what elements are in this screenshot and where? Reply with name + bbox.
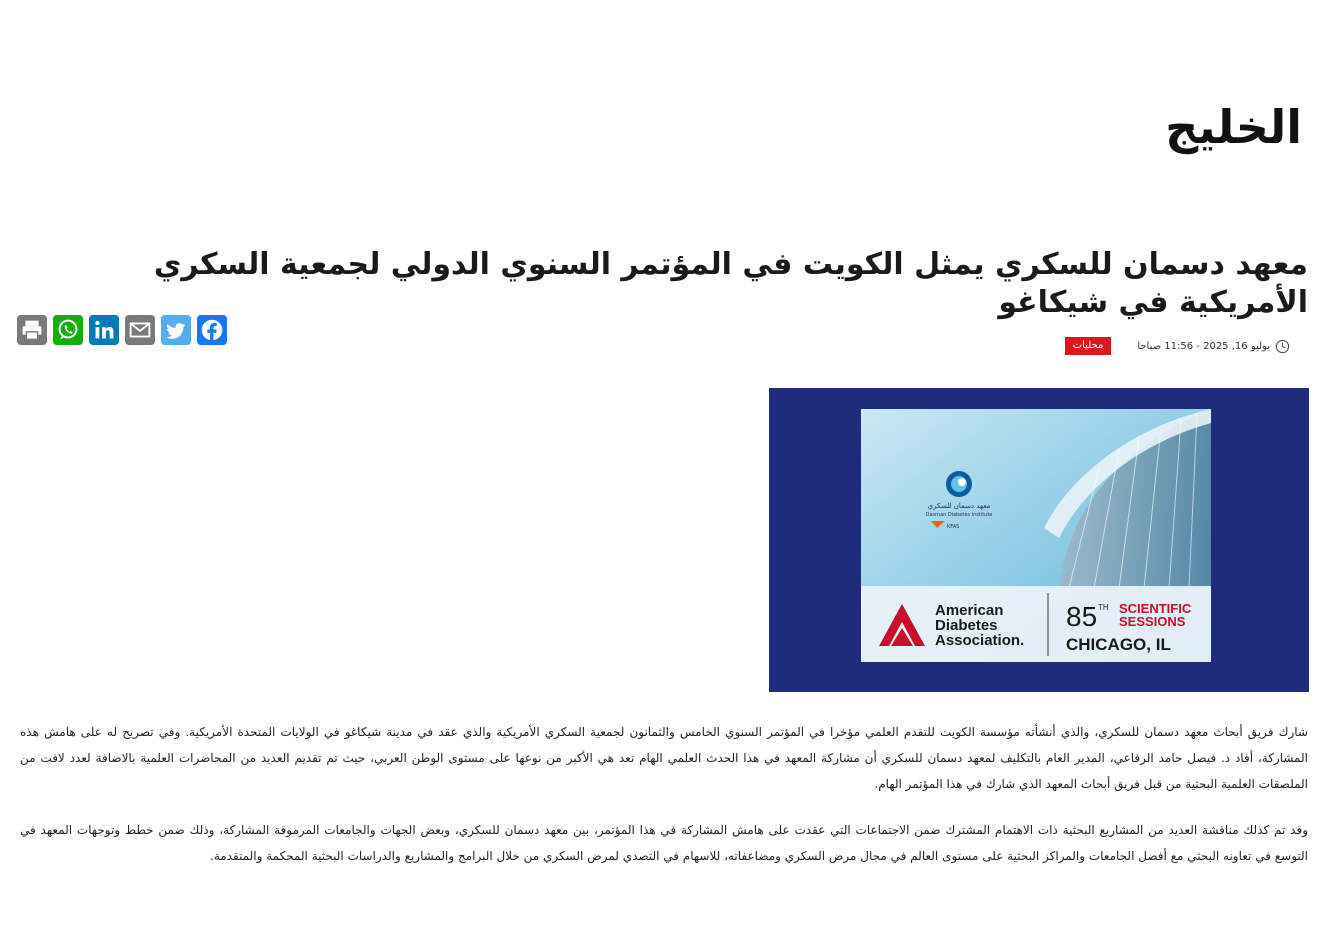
kfas-label: KFAS	[947, 524, 960, 530]
email-icon	[125, 315, 155, 345]
article-meta	[1065, 337, 1290, 355]
category-badge[interactable]: محليات	[1065, 337, 1112, 355]
print-button[interactable]	[17, 315, 47, 345]
linkedin-button[interactable]	[89, 315, 119, 345]
facebook-icon	[197, 315, 227, 345]
share-bar	[17, 315, 227, 345]
ada-line2: Diabetes	[935, 617, 998, 634]
institute-en: Dasman Diabetes Institute	[925, 512, 993, 518]
print-icon	[17, 315, 47, 345]
site-logo-text: الخليج	[1165, 100, 1302, 154]
whatsapp-button[interactable]	[53, 315, 83, 345]
institute-ar: معهد دسمان للسكري	[927, 502, 991, 510]
sessions-label: SESSIONS	[1119, 614, 1186, 629]
location-label: CHICAGO, IL	[1066, 635, 1171, 654]
article-date: يوليو 16, 2025 - 11:56 صباحا	[1137, 340, 1270, 352]
hero-image	[769, 388, 1309, 692]
twitter-icon	[161, 315, 191, 345]
linkedin-icon	[89, 315, 119, 345]
article-body	[20, 719, 1308, 889]
whatsapp-icon	[53, 315, 83, 345]
article-title: معهد دسمان للسكري يمثل الكويت في المؤتمر السنوي الدولي لجمعية السكري الأمريكية في شيكاغو	[153, 247, 1308, 320]
session-number: 85	[1066, 601, 1098, 632]
site-logo[interactable]	[1165, 100, 1302, 154]
facebook-button[interactable]	[197, 315, 227, 345]
article-paragraph-2: وقد تم كذلك مناقشة العديد من المشاريع البحثية ذات الاهتمام المشترك ضمن الاجتماعات التي عقدت على هامش المشاركة في هذا المؤتمر، بين معهد دسمان للسكري، وبعض الجهات والجامعات المرموقة المشاركة، وذلك ضمن خطط وتوجهات المعهد في التوسع في تعاونه البحثي مع أفضل الجامعات والمراكز البحثية على مستوى العالم في مجال مرض السكري ومضاعفاته، للاسهام في التصدي لمرض السكري من خلال البرامج والمشاريع والدراسات البحثية المحكمة والمتقدمة.	[20, 823, 1308, 863]
session-sup: TH	[1098, 603, 1109, 612]
ada-line3: Association.	[935, 632, 1025, 649]
email-button[interactable]	[125, 315, 155, 345]
ada-line1: American	[935, 602, 1004, 619]
twitter-button[interactable]	[161, 315, 191, 345]
clock-icon	[1275, 339, 1290, 354]
article-paragraph-1: شارك فريق أبحاث معهد دسمان للسكري، والذي أنشأته مؤسسة الكويت للتقدم العلمي مؤخرا في المؤتمر السنوي الخامس والثمانون لجمعية السكري الأمريكية والذي عقد في مدينة شيكاغو في الولايات المتحدة الأمريكية. وفي تصريح له على هامش هذه المشاركة، أفاد د. فيصل حامد الرفاعي، المدير العام بالتكليف لمعهد دسمان للسكري أن مشاركة المعهد في هذا الحدث العلمي الهام تعد هي الأكبر من نوعها على مستوى الوطن العربي، حيث تم تقديم العديد من المحاضرات العلمية بالاضافة لعدد لافت من الملصقات العلمية البحثية من قبل فريق أبحاث المعهد الذي شارك في هذا المؤتمر الهام.	[20, 725, 1308, 791]
scientific-label: SCIENTIFIC	[1119, 601, 1192, 616]
